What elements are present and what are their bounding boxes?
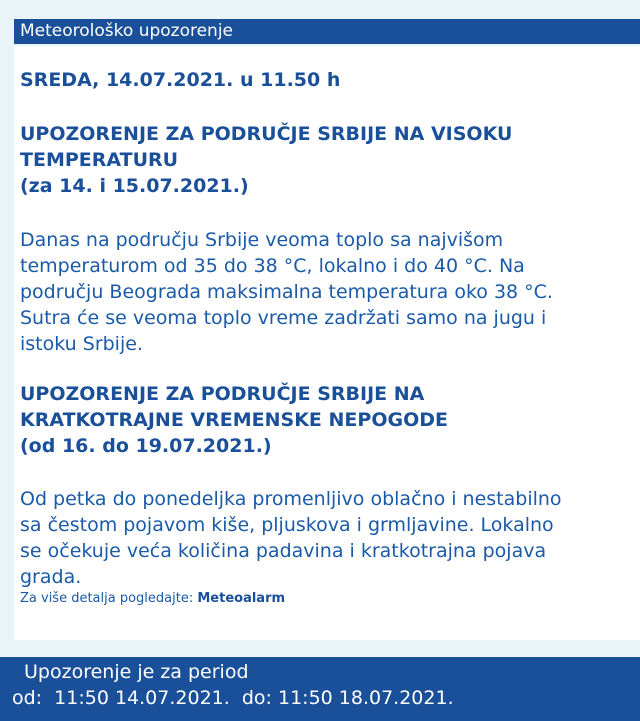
warning-text-line: temperaturom od 35 do 38 °C, lokalno i do 40 °C. Na: [20, 255, 525, 277]
more-info-label: Za više detalja pogledajte:: [20, 591, 198, 606]
warning-text-line: se očekuje veća količina padavina i kratkotrajna pojava: [20, 540, 547, 562]
warning-title-line: UPOZORENJE ZA PODRUČJE SRBIJE NA VISOKU: [20, 123, 513, 145]
warning-text-line: istoku Srbije.: [20, 333, 143, 355]
warning-title-line: (od 16. do 19.07.2021.): [20, 435, 272, 457]
warning-text-line: Sutra će se veoma toplo vreme zadržati samo na jugu i: [20, 307, 547, 329]
warning-text-line: Danas na području Srbije veoma toplo sa najvišom: [20, 229, 504, 251]
warning-title-line: KRATKOTRAJNE VREMENSKE NEPOGODE: [20, 409, 448, 431]
period-range: od: 11:50 14.07.2021. do: 11:50 18.07.2021.: [12, 687, 454, 709]
header-title: Meteorološko upozorenje: [20, 21, 234, 41]
warning-text-line: području Beograda maksimalna temperatura oko 38 °C.: [20, 281, 553, 303]
more-info: [20, 591, 285, 606]
warning-title-line: TEMPERATURU: [20, 149, 179, 171]
warning-title-line: (za 14. i 15.07.2021.): [20, 175, 249, 197]
warning-text-line: Od petka do ponedeljka promenljivo oblačno i nestabilno: [20, 488, 562, 510]
warning-text-line: sa čestom pojavom kiše, pljuskova i grmljavine. Lokalno: [20, 514, 554, 536]
warning-title-line: UPOZORENJE ZA PODRUČJE SRBIJE NA: [20, 383, 425, 405]
issue-date: SREDA, 14.07.2021. u 11.50 h: [20, 69, 341, 91]
warning-header: [14, 19, 640, 44]
period-label: Upozorenje je za period: [24, 661, 249, 683]
meteoalarm-link[interactable]: Meteoalarm: [197, 591, 286, 606]
warning-title-heat: [20, 121, 512, 199]
warning-title-storms: [20, 381, 448, 459]
warning-text-line: grada.: [20, 566, 82, 588]
warning-text-heat: [20, 227, 553, 357]
warning-text-storms: [20, 486, 562, 590]
period-footer: [0, 657, 640, 721]
